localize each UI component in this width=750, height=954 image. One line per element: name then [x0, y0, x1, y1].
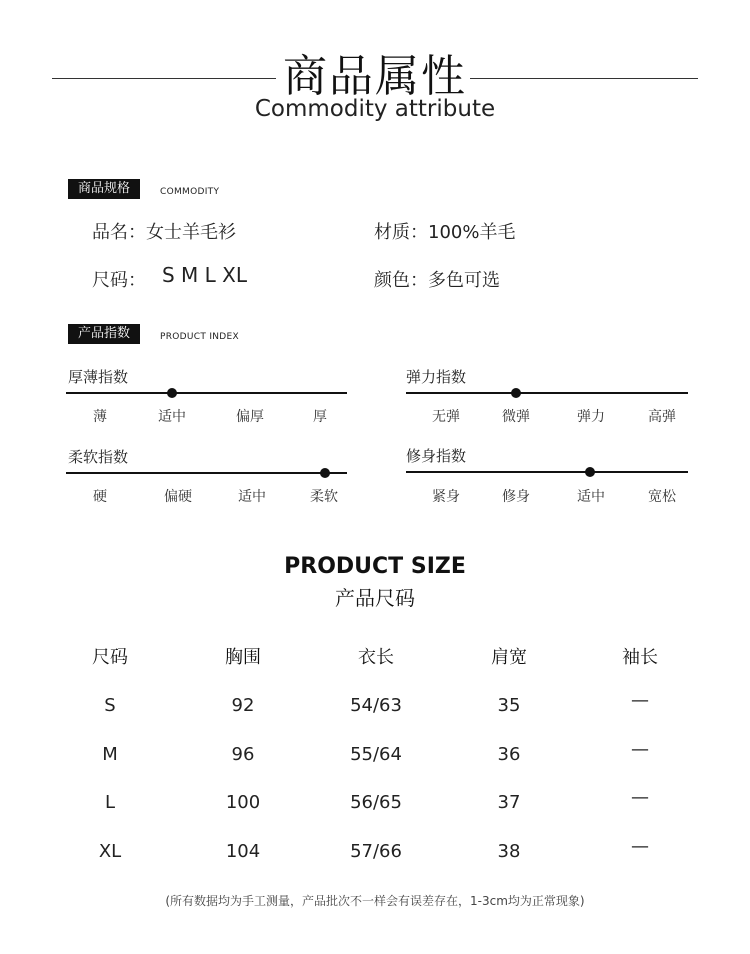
table-cell: —	[631, 739, 649, 760]
fit-option-1: 紧身	[432, 489, 460, 505]
product-size-value: S M L XL	[162, 263, 248, 287]
table-cell: 37	[497, 792, 521, 813]
thickness-option-4: 厚	[313, 409, 327, 425]
table-cell: 57/66	[350, 841, 402, 862]
fit-option-3: 适中	[577, 489, 605, 505]
table-cell: 55/64	[350, 744, 402, 765]
table-cell: M	[102, 744, 118, 765]
table-cell: XL	[98, 841, 122, 862]
table-cell: S	[104, 695, 116, 716]
size-title-en: PRODUCT SIZE	[284, 554, 466, 579]
softness-option-1: 硬	[93, 489, 107, 505]
table-cell: 38	[497, 841, 521, 862]
specs-tag: 商品规格	[68, 179, 140, 199]
product-color: 颜色：多色可选	[374, 270, 500, 291]
product-size-label: 尺码：	[92, 270, 146, 291]
thickness-index-line	[66, 392, 347, 394]
table-cell: 96	[231, 744, 255, 765]
softness-index-marker	[320, 468, 330, 478]
table-cell: 100	[225, 792, 261, 813]
elasticity-index-marker	[511, 388, 521, 398]
elasticity-index-line	[406, 392, 688, 394]
thickness-option-3: 偏厚	[236, 409, 264, 425]
elasticity-option-1: 无弹	[432, 409, 460, 425]
thickness-index-marker	[167, 388, 177, 398]
softness-option-2: 偏硬	[164, 489, 192, 505]
page-subtitle: Commodity attribute	[254, 96, 496, 122]
fit-index-marker	[585, 467, 595, 477]
size-title-cn: 产品尺码	[335, 586, 415, 610]
table-cell: —	[631, 836, 649, 857]
index-tag-en: PRODUCT INDEX	[160, 332, 239, 342]
table-cell: 56/65	[350, 792, 402, 813]
thickness-index-label: 厚薄指数	[68, 368, 129, 386]
table-cell: 35	[497, 695, 521, 716]
elasticity-option-2: 微弹	[502, 409, 530, 425]
table-cell: 92	[231, 695, 255, 716]
table-cell: L	[104, 792, 116, 813]
fit-option-2: 修身	[502, 489, 530, 505]
chest-col-header: 胸围	[225, 647, 261, 668]
fit-index-label: 修身指数	[406, 447, 467, 465]
length-col-header: 衣长	[358, 647, 394, 668]
size-col-header: 尺码	[92, 647, 128, 668]
table-cell: —	[631, 690, 649, 711]
sleeve-col-header: 袖长	[622, 647, 658, 668]
table-cell: 54/63	[350, 695, 402, 716]
product-name: 品名：女士羊毛衫	[92, 222, 236, 243]
table-cell: 104	[225, 841, 261, 862]
fit-index-line	[406, 471, 688, 473]
specs-tag-en: COMMODITY	[160, 187, 220, 197]
elasticity-option-3: 弹力	[577, 409, 605, 425]
softness-index-label: 柔软指数	[68, 448, 129, 466]
shoulder-col-header: 肩宽	[491, 647, 527, 668]
table-cell: 36	[497, 744, 521, 765]
product-material: 材质：100%羊毛	[374, 222, 516, 243]
softness-option-4: 柔软	[310, 489, 338, 505]
measurement-note: (所有数据均为手工测量，产品批次不一样会有误差存在，1-3cm均为正常现象)	[165, 894, 585, 908]
fit-option-4: 宽松	[648, 489, 676, 505]
page-title: 商品属性	[283, 51, 467, 102]
softness-index-line	[66, 472, 347, 474]
elasticity-index-label: 弹力指数	[406, 368, 467, 386]
elasticity-option-4: 高弹	[648, 409, 676, 425]
thickness-option-2: 适中	[158, 409, 186, 425]
softness-option-3: 适中	[238, 489, 266, 505]
thickness-option-1: 薄	[93, 409, 107, 425]
table-cell: —	[631, 787, 649, 808]
index-tag: 产品指数	[68, 324, 140, 344]
